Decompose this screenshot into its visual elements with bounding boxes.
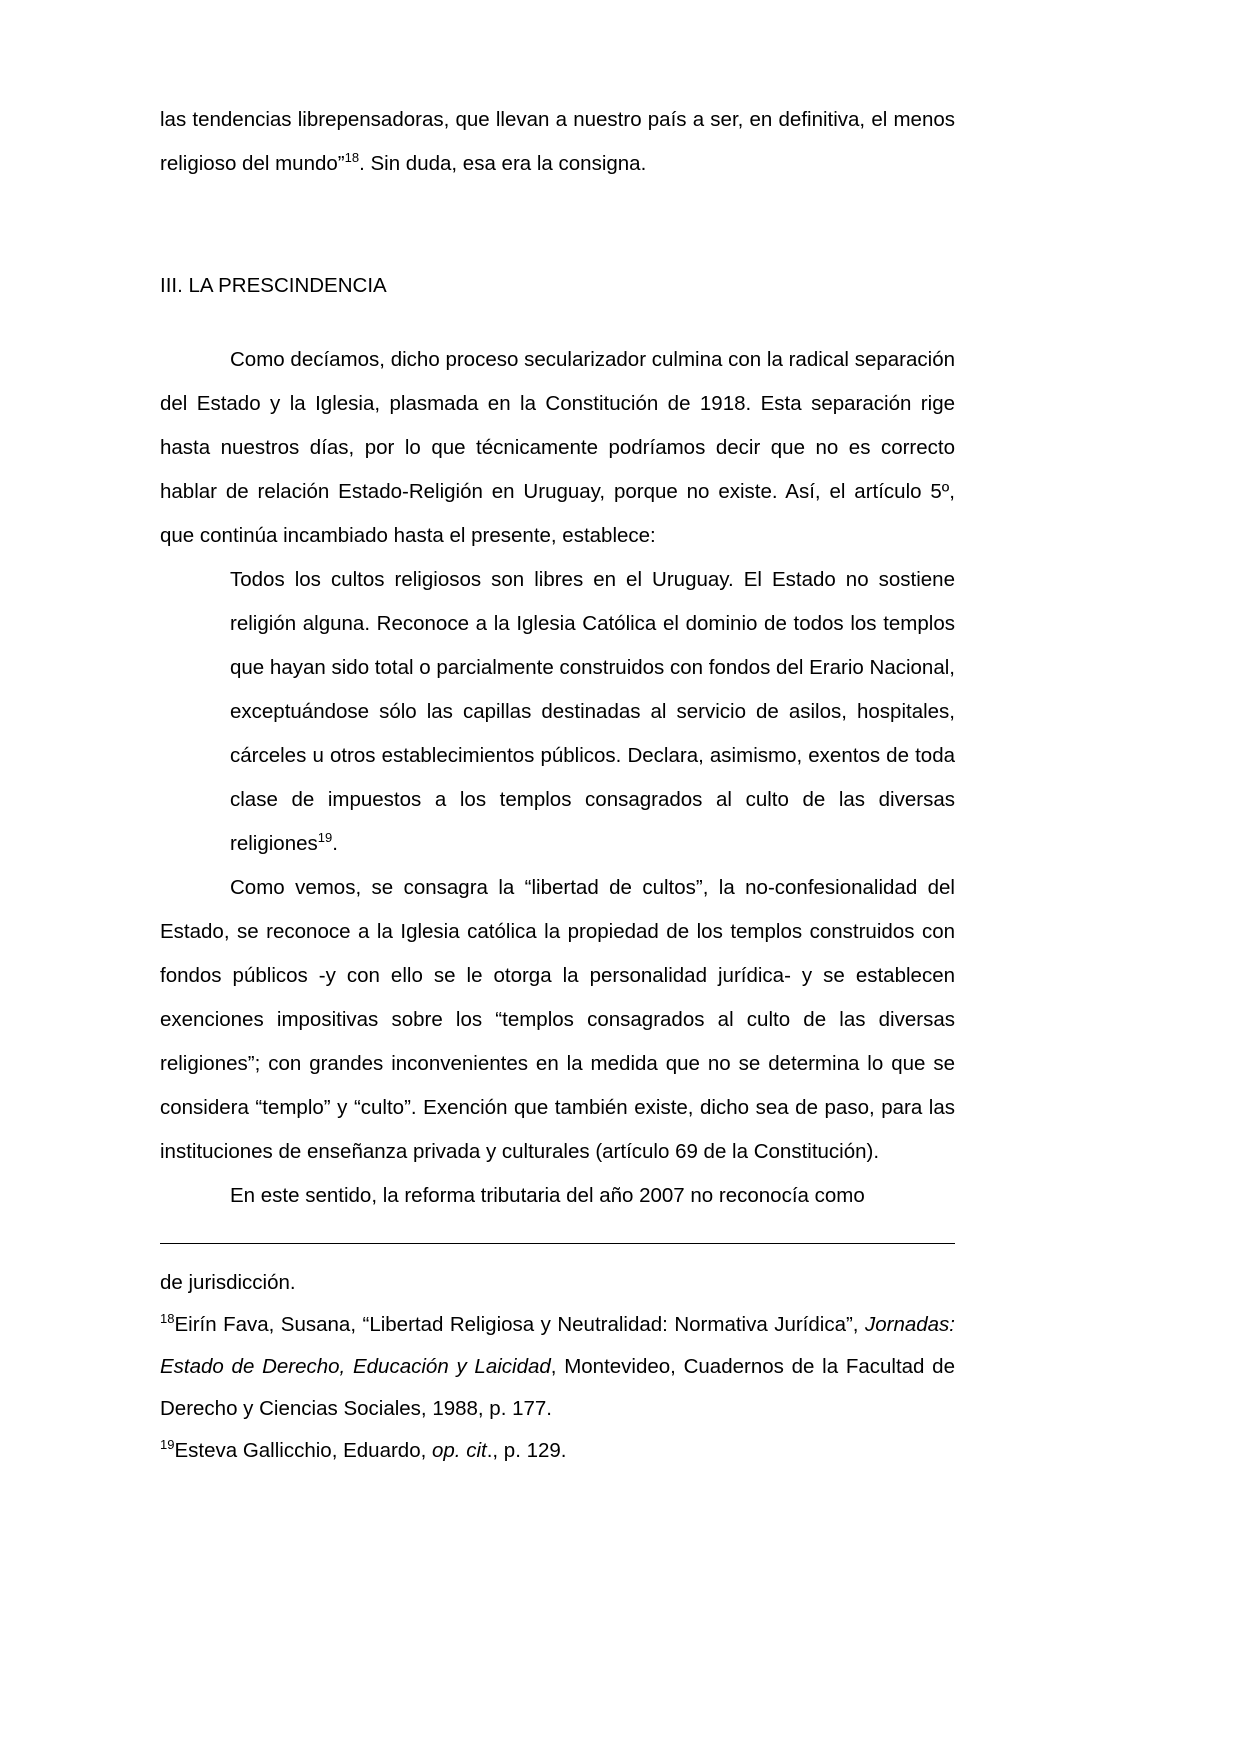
footnote-continuation: de jurisdicción.: [160, 1271, 296, 1294]
footnote-19-marker: 19: [160, 1437, 175, 1453]
footnote-19-part1: Esteva Gallicchio, Eduardo,: [174, 1439, 432, 1462]
paragraph-2: Como vemos, se consagra la “libertad de cultos”, la no-confesionalidad del Estado, se reconoce a la Iglesia católica la propiedad de los templos construidos con fondos públicos -y con ello se le otorga la personalidad jurídica- y se establecen exenciones impositivas sobre los “templos consagrados al culto de las diversas religiones”; con grandes inconvenientes en la medida que no se determina lo que se considera “templo” y “culto”. Exención que también existe, dicho sea de paso, para las instituciones de enseñanza privada y culturales (artículo 69 de la Constitución).: [160, 876, 955, 1163]
footnote-18-part1: Eirín Fava, Susana, “Libertad Religiosa y Neutralidad: Normativa Jurídica”,: [174, 1313, 865, 1336]
continued-paragraph: [160, 98, 955, 186]
footnote-ref-18[interactable]: 18: [344, 150, 360, 166]
footnote-18-italic-title: Jornadas: Estado de Derecho, Educación y Laicidad: [160, 1313, 955, 1378]
paragraph-3: En este sentido, la reforma tributaria del año 2007 no reconocía como: [230, 1184, 865, 1207]
footnote-19: [160, 1430, 955, 1472]
continued-paragraph-text-after-note: . Sin duda, esa era la consigna.: [359, 152, 647, 175]
section-heading: III. LA PRESCINDENCIA: [160, 274, 387, 297]
footnote-18-part2: , Montevideo, Cuadernos de la Facultad de Derecho y Ciencias Sociales, 1988, p. 177.: [160, 1355, 955, 1420]
footnote-18: [160, 1304, 955, 1430]
block-quote-text-before-note: Todos los cultos religiosos son libres en el Uruguay. El Estado no sostiene religión alguna. Reconoce a la Iglesia Católica el dominio de todos los templos que hayan sido total o parcialmente construidos con fondos del Erario Nacional, exceptuándose sólo las capillas destinadas al servicio de asilos, hospitales, cárceles u otros establecimientos públicos. Declara, asimismo, exentos de toda clase de impuestos a los templos consagrados al culto de las diversas religiones: [230, 568, 955, 855]
footnote-18-marker: 18: [160, 1311, 175, 1327]
footnote-19-part2: ., p. 129.: [486, 1439, 567, 1462]
block-quote: [230, 558, 955, 866]
paragraph-1: Como decíamos, dicho proceso secularizador culmina con la radical separación del Estado y la Iglesia, plasmada en la Constitución de 1918. Esta separación rige hasta nuestros días, por lo que técnicamente podríamos decir que no es correcto hablar de relación Estado-Religión en Uruguay, porque no existe. Así, el artículo 5º, que continúa incambiado hasta el presente, establece:: [160, 348, 955, 547]
continued-paragraph-text-before-note: las tendencias librepensadoras, que llevan a nuestro país a ser, en definitiva, el menos religioso del mundo”: [160, 108, 955, 175]
footnote-ref-19[interactable]: 19: [317, 830, 333, 846]
footnote-area: [160, 1243, 955, 1472]
page-body: [160, 98, 955, 1218]
footnote-separator-rule: [160, 1243, 955, 1244]
block-quote-text-after-note: .: [332, 832, 338, 855]
footnote-19-italic-opcit: op. cit: [432, 1439, 487, 1462]
